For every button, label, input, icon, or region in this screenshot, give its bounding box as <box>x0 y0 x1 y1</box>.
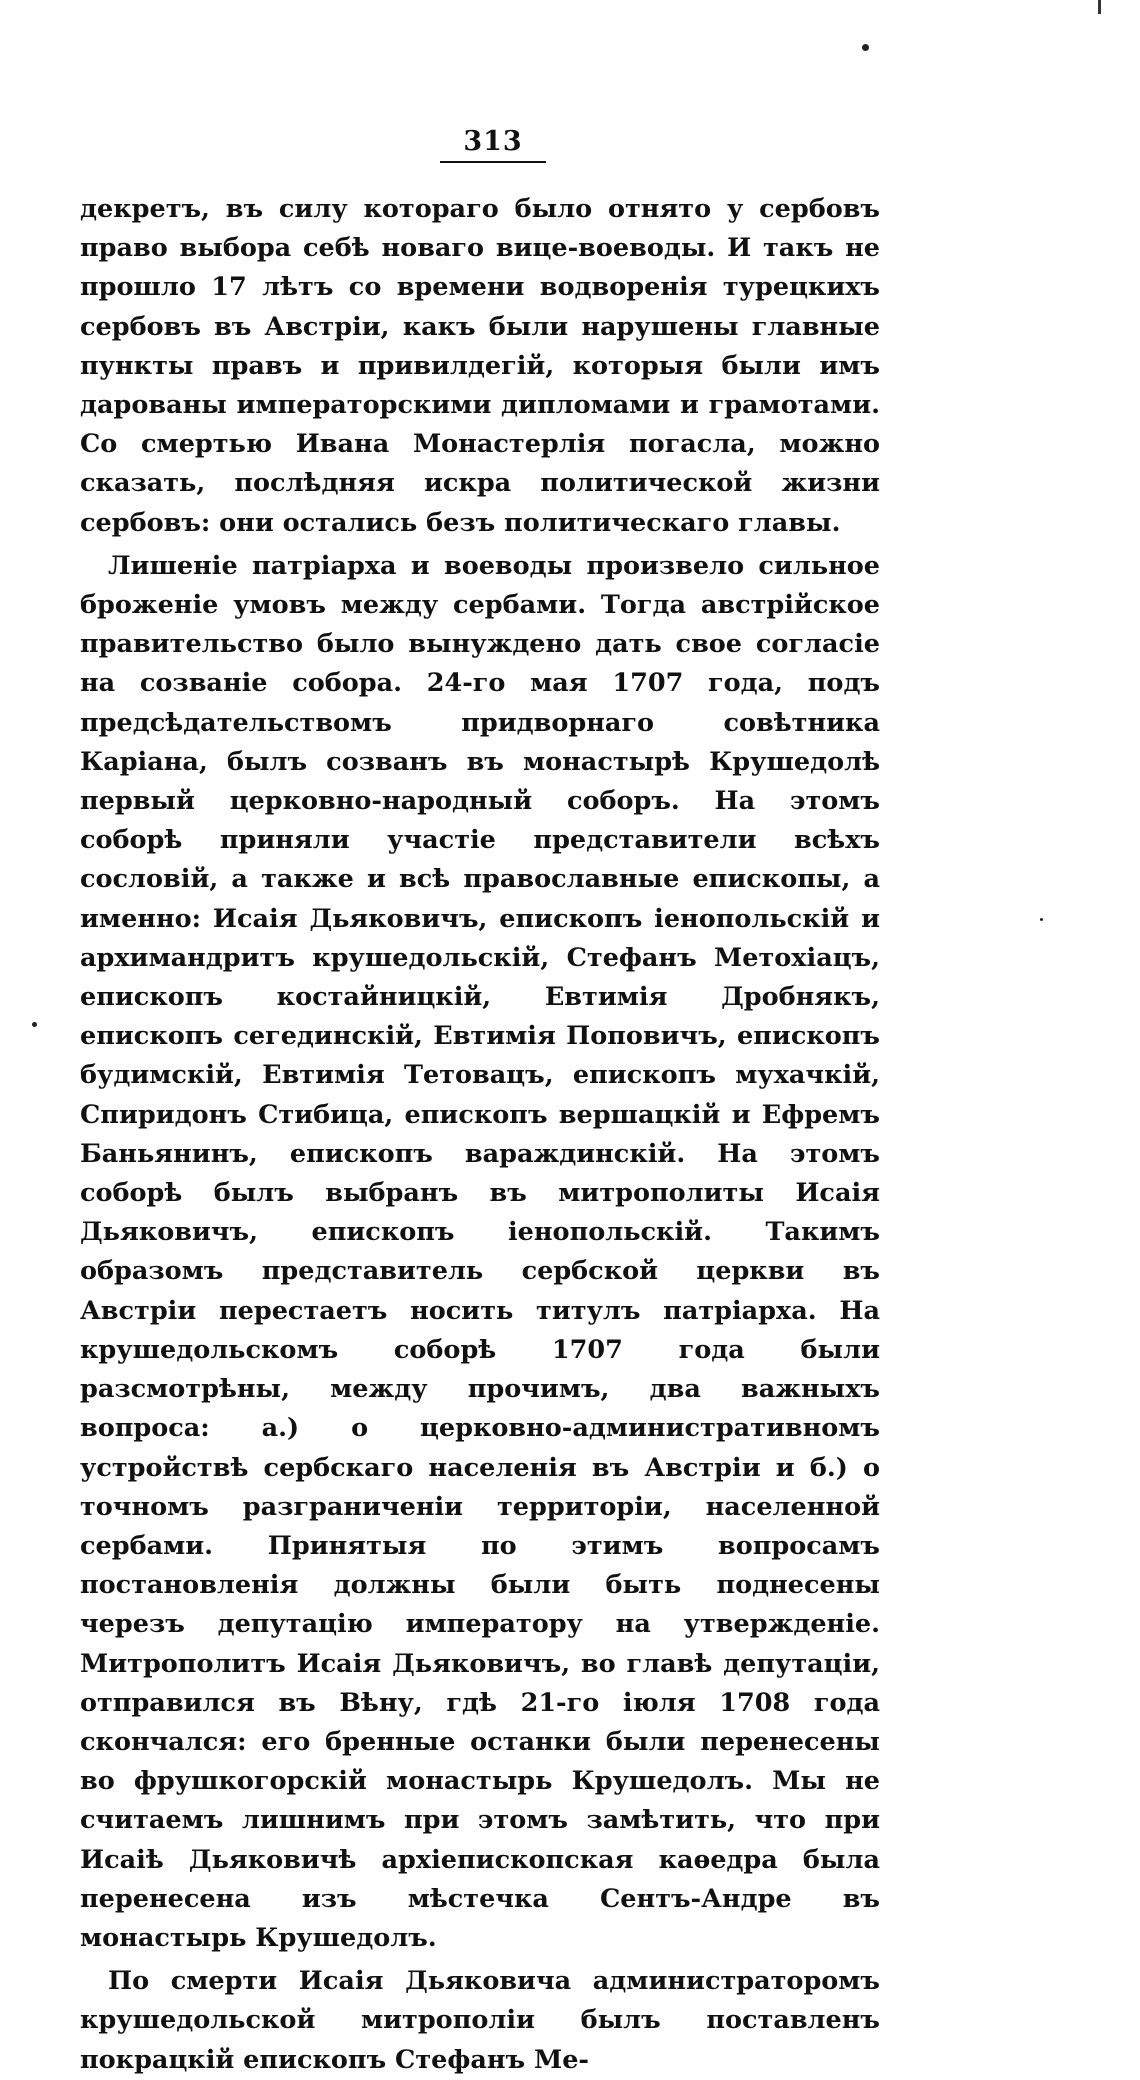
body-text <box>80 190 880 2080</box>
scan-speck <box>1040 918 1043 921</box>
scan-speck <box>862 44 869 51</box>
scan-edge-mark <box>1098 0 1101 14</box>
paragraph-council-1707: Лишеніе патріарха и воеводы произвело сильное броженіе умовъ между сербами. Тогда австрійское правительство было вынуждено дать свое согласіе на созваніе собора. 24-го мая 1707 года, подъ предсѣдательствомъ придворнаго совѣтника Каріана, былъ созванъ въ монастырѣ Крушедолѣ первый церковно-народный соборъ. На этомъ соборѣ приняли участіе представители всѣхъ сословій, а также и всѣ православные епископы, а именно: Исаія Дьяковичъ, епископъ іенопольскій и архимандритъ крушедольскій, Стефанъ Метохіацъ, епископъ костайницкій, Евтимія Дробнякъ, епископъ сегединскій, Евтимія Поповичъ, епископъ будимскій, Евтимія Тетовацъ, епископъ мухачкій, Спиридонъ Стибица, епископъ вершацкій и Ефремъ Баньянинъ, епископъ вараждинскій. На этомъ соборѣ былъ выбранъ въ митрополиты Исаія Дьяковичъ, епископъ іенопольскій. Такимъ образомъ представитель сербской церкви въ Австріи перестаетъ носить титулъ патріарха. На крушедольскомъ соборѣ 1707 года были разсмотрѣны, между прочимъ, два важныхъ вопроса: а.) о церковно-административномъ устройствѣ сербскаго населенія въ Австріи и б.) о точномъ разграниченіи территоріи, населенной сербами. Принятыя по этимъ вопросамъ постановленія должны были быть поднесены черезъ депутацію императору на утвержденіе. Митрополитъ Исаія Дьяковичъ, во главѣ депутаціи, отправился въ Вѣну, гдѣ 21-го іюля 1708 года скончался: его бренные останки были перенесены во фрушкогорскій монастырь Крушедолъ. Мы не считаемъ лишнимъ при этомъ замѣтить, что при Исаіѣ Дьяковичѣ архіепископская каѳедра была перенесена изъ мѣстечка Сентъ-Андре въ монастырь Крушедолъ. <box>80 550 880 1953</box>
page-number: 313 <box>463 126 523 157</box>
page-number-underline <box>440 161 546 163</box>
paragraph-after-death: По смерти Исаія Дьяковича администраторомъ крушедольской митрополіи былъ поставленъ покрацкій епископъ Стефанъ Ме- <box>80 1966 880 2075</box>
paragraph-continuation: декретъ, въ силу котораго было отнято у сербовъ право выбора себѣ новаго вице-воеводы. И такъ не прошло 17 лѣтъ со времени водворенія турецкихъ сербовъ въ Австріи, какъ были нарушены главные пункты правъ и привилдегій, которыя были имъ дарованы императорскими дипломами и грамотами. Со смертью Ивана Монастерлія погасла, можно сказать, послѣдняя искра политической жизни сербовъ: они остались безъ политическаго главы. <box>80 194 880 538</box>
scan-speck <box>32 1022 37 1027</box>
